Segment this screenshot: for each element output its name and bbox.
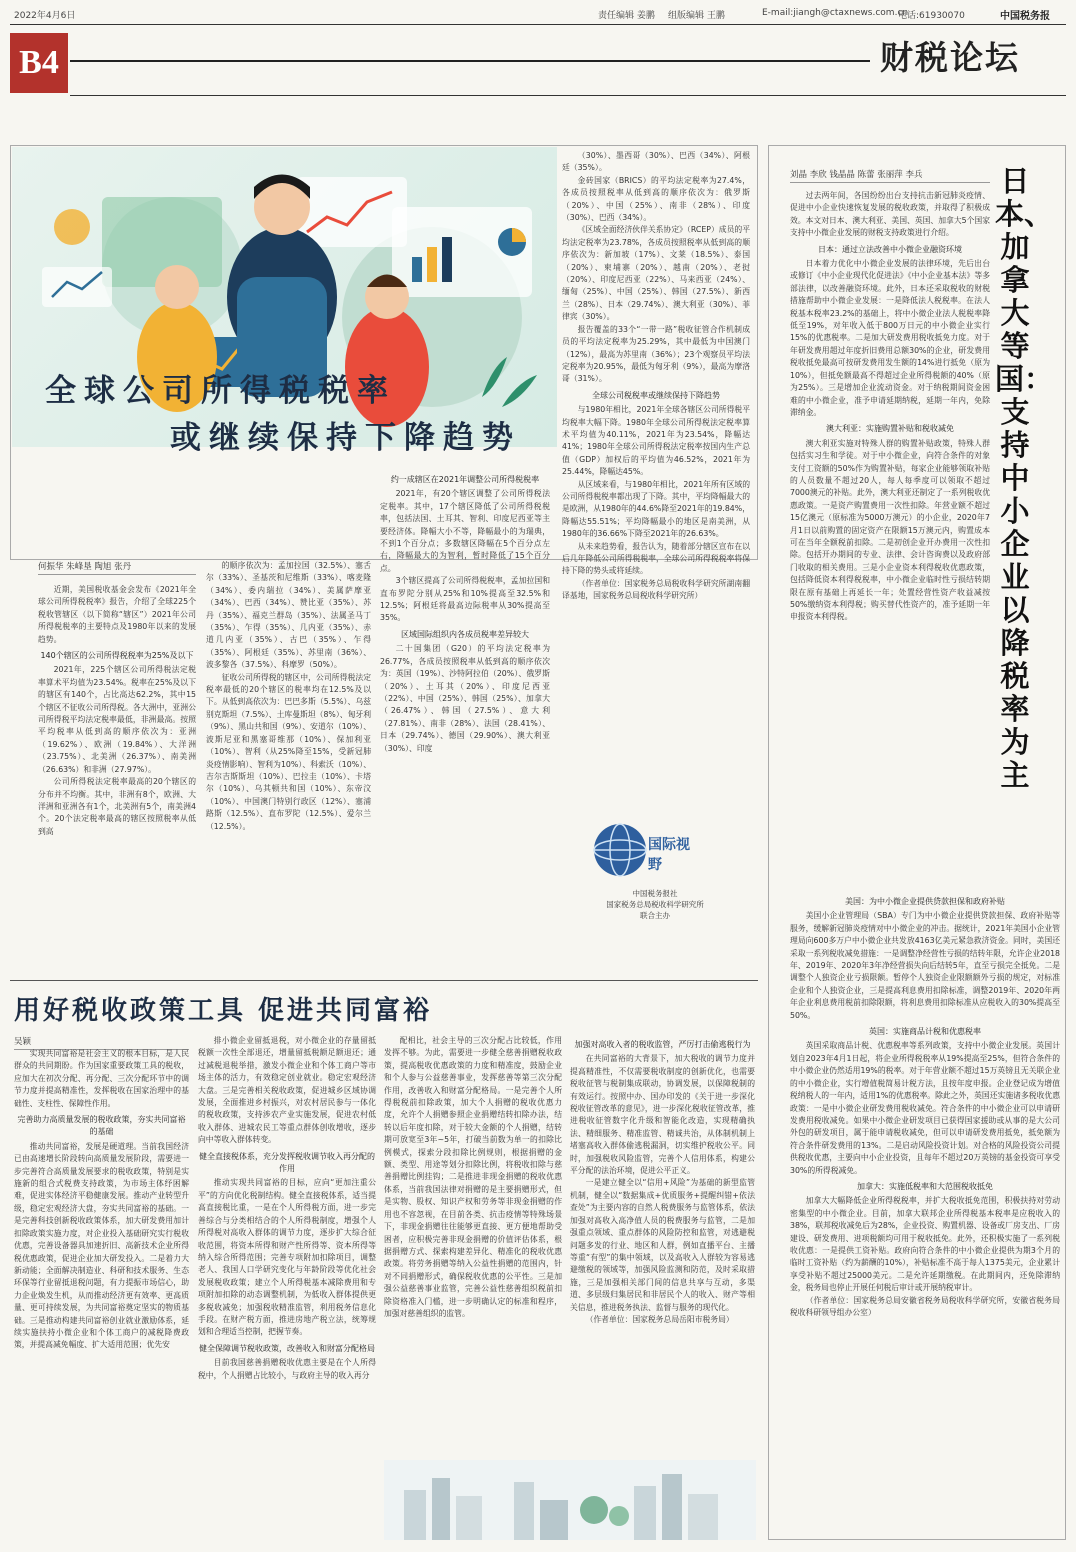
paragraph: 在共同富裕的大背景下，加大税收的调节力度并提高精准性，不仅需要税收制度的创新优化，也需要税收征管与税制集成联动，协调发展，以保障税制的有效运行。按照中办、国办印发的《关于进一步深化税收征管改革的意见》，进一步深化税收征管改革，推进税收征管数字化升级和智能化改造，实现精确执法、精细服务、精准监管、精诚共治，从体制机制上堵塞高收入群体偷逃税漏洞，切实维护税收公平。同时，加强税收风险监管，完善个人信用体系，构建公平分配的法治环境，促进公平正义。	[570, 1054, 755, 1176]
article2-title: 用好税收政策工具 促进共同富裕	[14, 996, 433, 1026]
paragraph: 从区域来看，与1980年相比，2021年所有区域的公司所得税税率都出现了下降。其中，平均降幅最大的是欧洲，从1980年的44.6%降至2021年的19.84%，降幅达55.51%；平均降幅最小的地区是南美洲，从1980年的36.66%下降至2021年的26.63%。	[562, 479, 750, 539]
article2-byline: 吴颖	[14, 1035, 189, 1050]
paragraph: 征收公司所得税的辖区中，公司所得税法定税率最低的20个辖区的税率均在12.5%及以下。从低到高依次为：巴巴多斯（5.5%）、乌兹别克斯坦（7.5%）、土库曼斯坦（8%）、匈牙利（9%）、黑山共和国（9%）、安道尔（10%）、波斯尼亚和黑塞哥维那（10%）、保加利亚（10%）、智利（从25%降至15%，受新冠肺炎疫情影响）、智利为10%）、科索沃（10%）、吉尔吉斯斯坦（10%）、巴拉圭（10%）、卡塔尔（10%）、乌其顿共和国（10%）、东帝汶（10%）、中国澳门特别行政区（12%）、塞浦路斯（12.5%）、直布罗陀（12.5%）、爱尔兰（12.5%）。	[206, 672, 371, 831]
paragraph: （作者单位：国家税务总局安徽省税务局税收科学研究所，安徽省税务局税收科研领导组办公室）	[790, 1295, 1060, 1317]
paragraph: 推动实现共同富裕的目标，应向“更加注重公平”的方向优化税制结构。健全直接税体系，适当提高直接税比重，一是在个人所得税方面，进一步完善综合与分类相结合的个人所得税制度，增强个人所得税对高收入群体的调节力度，逐步扩大综合征收范围，将资本所得和财产性所得等、资本所得等纳入综合所得范围；完善专项附加扣除项目，调整老人、我国人口学研究变化与年龄阶段等优化社会发展税收政策；建立个人所得税基本减除费用和专项附加扣除的动态调整机制，为低收入群体提供更多税收减免；加强税收精准监管，利用税务信息化手段。在财产税方面，推进房地产税立法，统筹规划和合理适当控制，把握节奏。	[198, 1178, 376, 1337]
city-skyline-illustration	[384, 1460, 756, 1540]
paragraph: 3个辖区提高了公司所得税税率，孟加拉国和直布罗陀分别从25%和10%提高至32.5%和12.5%；阿根廷将最高边际税率从30%提高至35%。	[380, 576, 550, 623]
section-rule	[70, 60, 870, 62]
sponsor-3: 联合主办	[640, 911, 670, 920]
paragraph: 美国小企业管理局（SBA）专门为中小微企业提供贷款担保、政府补贴等服务，缓解新冠肺炎疫情对中小微企业的冲击。据统计，2021年美国小企业管理局向600多万户中小微企业共发放4163亿美元紧急救济资金。同时，美国还采取一系列税收减免措施：一是调整净经营性亏损的结转年限，允许企业2018年、2019年、2020年3年净经营损失向后结转5年，直至亏损完全抵免。二是调整个人独资企业亏损限额。暂停个人独资企业限额额外亏损的规定，对标准企业和个人独资企业，三是提高利息费用扣除标准，调整2019年、2020年两年企业利息费用税前扣除限额，将利息费用扣除标准从应税收入的30%提高至50%。	[790, 911, 1060, 1020]
sponsor-2: 国家税务总局税收科学研究所	[606, 900, 704, 909]
paragraph: 从未来趋势看，报告认为，随着部分辖区宣布在以后几年降低公司所得税税率，全球公司所得税税率将保持下降的势头或将延续。	[562, 541, 750, 576]
article2-illustration	[384, 1460, 756, 1540]
article1-column-2	[206, 560, 371, 970]
paragraph: 实现共同富裕是社会主义的根本目标，是人民群众的共同期盼。作为国家重要政策工具的税收，应加大在初次分配、再分配、三次分配环节中的调节力度并提高精准性，发挥税收在国家治理中的基础性、支柱性、保障性作用。	[14, 1049, 189, 1108]
responsible-editor: 责任编辑 姜鹏	[598, 11, 655, 21]
subheading: 140个辖区的公司所得税税率为25%及以下	[40, 651, 194, 661]
subheading: 区域国际组织内各成员税率差异较大	[401, 629, 529, 639]
article1-title-line1: 全球公司所得税税率	[45, 373, 396, 409]
subheading: 健全保障调节税收政策，改善收入和财富分配格局	[199, 1343, 375, 1353]
article2-column-2	[198, 1035, 376, 1540]
article3-column-bottom	[790, 892, 1060, 1534]
column-sponsors	[570, 888, 740, 921]
paragraph: 日本着力优化中小微企业发展的法律环境，先后出台或修订《中小企业现代化促进法》《中小企业基本法》等多部法律，以改善融资环境。此外，日本还采取税收的财税措施帮助中小微企业发展：一是降低法人税税率。在法人税基本税率23.2%的基础上，将中小微企业法人税税率降低至19%，对年收入低于800万日元的中小微企业实行15%的优惠税率。二是加大研发费用税收抵免力度。对于年研发费用超过年度折旧费用总额30%的企业，研发费用税收抵免最高可按研发费用发生额的14%进行抵免（原为10%），但抵免额最高不得超过企业所得税额的40%（原为25%）。三是增加企业流动资金。对于纳税期间资金困难的中小微企业，准予申请延期纳税，延期一年内，免除滞纳金。	[790, 259, 990, 417]
article1-column-3	[380, 470, 550, 970]
paragraph: （30%）、墨西哥（30%）、巴西（34%）、阿根廷（35%）。	[562, 151, 750, 173]
paragraph: （作者单位：国家税务总局岳阳市税务局）	[585, 1314, 734, 1324]
paragraph: 金砖国家（BRICS）的平均法定税率为27.4%，各成员按照税率从低到高的顺序依次为：俄罗斯（20%）、中国（25%）、南非（28%）、印度（30%）、巴西（34%）。	[562, 175, 750, 223]
paragraph: 报告覆盖的33个“一带一路”税收征管合作机制成员的平均法定税率为25.29%，其中最低为中国澳门（12%），最高为苏里南（36%）；23个观察员平均法定税率为20.95%，最低为匈牙利（9%），最高为摩洛哥（31%）。	[562, 324, 750, 384]
paragraph: 近期，美国税收基金会发布《2021年全球公司所得税税率》报告，介绍了全球225个税收管辖区（以下简称“辖区”）2021年公司所得税税率的主要特点及1980年以来的发展趋势。	[38, 585, 196, 644]
subheading: 英国：实施商品计税和优惠税率	[869, 1027, 981, 1037]
paragraph: 推动共同富裕，发展是硬道理。当前我国经济已由高速增长阶段转向高质量发展阶段，需要进一步完善符合高质量发展要求的税收政策，特别是实施新的组合式税费支持政策，为市场主体纾困解难，促进实体经济平稳健康发展。推动产业转型升级，稳定宏观经济大盘，夯实共同富裕的基础。一是完善科技创新税收政策体系，加大研发费用加计扣除政策实施力度，对企业投入基础研究实行税收优惠，完善设备器具加速折旧、高新技术企业所得税优惠政策，促进企业加大研发投入。二是着力大新动能；全面解决制造业、科研和技术服务、生态环保等行业留抵退税问题，有力提振市场信心，助力企业焕发生机，从而推动经济更有效率、更高质量、更可持续发展，为共同富裕奠定坚实的物质基础。三是推动构建共同富裕创业就业激励体系，延续实施扶持小微企业和个体工商户的减税降费政策，并提高减免幅度、扩大适用范围；优先安	[14, 1141, 189, 1350]
section-title: 财税论坛	[880, 38, 1020, 77]
paragraph: 澳大利亚实施对特殊人群的购置补贴政策，特殊人群包括实习生和学徒。对于中小微企业，向符合条件的对象支付工资额的50%作为购置补贴，每家企业能够领取补贴的人员数量不超过20人，每人每季度可以领取不超过7000澳元的补贴。此外，澳大利亚还制定了一系列税收优惠政策。一是资产购置费用一次性扣除。年营业额不超过15亿澳元（原标准为5000万澳元）的小企业，2020年7月1日以前购置的固定资产在限额15万澳元内，购置成本可在当年全额税前扣除。二是初创企业开办费用一次性扣除。包括开办期间的专业、法律、会计咨询费以及政府部门收取的相关费用。三是小企业资本利得税收优惠政策，包括降低资本利得税税率，中小微企业临时性亏损结转期限在原有基础上再延长一年；处置经营性资产收益减按50%缴纳资本利得税；购买替代性资产的，准予延期一年申报资本利得税。	[790, 438, 990, 622]
page-number-badge: B4	[10, 33, 68, 93]
paragraph: （作者单位：国家税务总局税收科学研究所湖南翻译基地，国家税务总局税收科学研究所）	[562, 578, 750, 601]
article1-byline: 何振华 朱峰垦 陶旭 张丹	[38, 560, 196, 575]
paragraph: 2021年，225个辖区公司所得税法定税率算术平均值为23.54%。税率在25%及以下的辖区有140个，占比高达62.2%，其中15个辖区不征收公司所得税。各大洲中，亚洲公司所得税平均法定税率最低，非洲最高。按照平均税率从低到高的顺序依次为：亚洲（19.62%）、欧洲（19.84%）、大洋洲（23.75%）、北美洲（26.37%）、南美洲（26.63%）和非洲（27.97%）。	[38, 665, 196, 774]
paragraph: 公司所得税法定税率最高的20个辖区的分布并不均衡。其中，非洲有8个，欧洲、大洋洲和亚洲各有1个，北美洲有5个，南美洲4个。20个法定税率最高的辖区按照税率从低到高	[38, 777, 196, 836]
subheading: 约一成辖区在2021年调整公司所得税税率	[390, 475, 540, 484]
column-logo	[590, 820, 700, 880]
paragraph: 《区域全面经济伙伴关系协定》（RCEP）成员的平均法定税率为23.78%，各成员按照税率从低到高的顺序依次为：新加坡（17%）、文莱（18.5%）、泰国（20%）、柬埔寨（20%）、越南（20%）、老挝（20%）、印度尼西亚（22%）、马来西亚（24%）、缅甸（25%）、中国（25%）、韩国（27.5%）、新西兰（28%）、日本（29.74%）、澳大利亚（30%）、菲律宾（30%）。	[562, 225, 750, 322]
paragraph: 一是建立健全以“信用+风险”为基础的新型监管机制，健全以“数据集成+优质服务+提醒纠错+依法查处”为主要内容的自然人税费服务与监管体系，依法加强对高收入高净值人员的税费服务与监管，二是加强重点领域、重点群体的风险防控和监管，对逃避税问题多发的行业、地区和人群，例如直播平台、主播等重“有型”的集中领域，以及高收入人群较为容易逃避缴税的领域等，加强风险监测和防范，及时采取措施，三是加强相关部门间的信息共享与互动，多渠道、多层级归集居民和非居民个人的收入、财产等相关信息，推进税务执法、监督与服务的现代化。	[570, 1178, 755, 1312]
paragraph: 加拿大大幅降低企业所得税税率，并扩大税收抵免范围，积极扶持对劳动密集型的中小微企业。目前，加拿大联邦企业所得税基本税率是应税收入的38%，联邦税收减免后为28%，企业投资、购置机器、设备或厂房支出、厂房建设、研发费用、进项税额均可用于税收抵免。此外，还积极实施了一系列税收优惠：一是提供工资补贴。政府向符合条件的中小微企业提供为期3个月的临时工资补贴（约为薪酬的10%），补贴标准不高于每人1375美元，企业累计享受补贴不超过25000美元。二是允许延期缴税。在此期间内，还免除滞纳金，税务局也停止开展任何税后审计或开展纳税审计。	[790, 1196, 1060, 1293]
subheading: 完善助力高质量发展的税收政策，夯实共同富裕的基础	[17, 1115, 186, 1137]
issue-date: 2022年4月6日	[14, 11, 76, 21]
header-bottom-rule	[70, 95, 1066, 96]
subheading: 健全直接税体系，充分发挥税收调节收入再分配的作用	[199, 1151, 375, 1174]
article3-byline: 刘晶 李欣 钱晶晶 陈蕾 张丽萍 李兵	[790, 168, 990, 183]
article1-title-line2: 或继续保持下降趋势	[170, 420, 521, 456]
article3-title: 日本、加拿大等国：支持中小企业以降税率为主	[995, 164, 1054, 792]
paragraph: 配相比，社会主导的三次分配占比较低，作用发挥不够。为此，需要进一步健全慈善捐赠税收政策，提高税收优惠政策的力度和精准度，鼓励企业和个人参与公益慈善事业，发挥慈善等第三次分配作用，改善收入和财富分配格局。一是完善个人所得税税前扣除政策，加大个人捐赠的税收优惠力度，允许个人捐赠参照企业捐赠结转扣除办法，结转以后年度扣除，对于较大金额的个人捐赠，结转期可放宽至3年~5年，打破当前数为单一的扣除比例模式，探索分段扣除比例规则，根据捐赠的金额、类型、用途等划分扣除比例，将税收扣除与慈善捐赠比例挂钩；二是推进非现金捐赠的税收优惠体系，当前我国法律对捐赠的是主要捐赠形式，但是实物、股权、知识产权和劳务等非现金捐赠的作用也不容忽视，在目前各类、抗击疫情等特殊场景下，非现金捐赠往往能够更直接、更方便地帮助受困者，应积极完善非现金捐赠的价值评估体系，根据捐赠方式、探索构建差异化、精准化的税收优惠政策。将劳务捐赠等纳入公益性捐赠的范围内，针对不同捐赠形式，确保税收优惠的公平性。三是加强公益慈善事业监管，完善公益性慈善组织税前扣除资格准入门槛，进一步明确认定的标准和程序，加强对慈善组织的监管。	[384, 1036, 562, 1318]
paragraph: 过去两年间，各国纷纷出台支持抗击新冠肺炎疫情、促进中小企业快速恢复发展的税收政策，并取得了积极成效。本文对日本、澳大利亚、美国、英国、加拿大5个国家支持中小微企业发展的财税支持政策进行介绍。	[790, 191, 990, 238]
contact-email: E-mail:jiangh@ctaxnews.com.cn	[762, 8, 909, 18]
article2-column-4	[570, 1035, 755, 1455]
subheading: 日本：通过立法改善中小微企业融资环境	[818, 244, 962, 254]
sponsor-1: 中国税务报社	[632, 889, 678, 898]
column-logo-text: 国际视野	[648, 837, 690, 873]
paragraph: 目前我国慈善捐赠税收优惠主要是在个人所得税中，个人捐赠占比较小，与政府主导的收入再分	[198, 1358, 376, 1380]
paragraph: 2021年，有20个辖区调整了公司所得税法定税率。其中，17个辖区降低了公司所得税税率，包括法国、土耳其、智利、印度尼西亚等主要经济体。降幅大小不等，降幅最小的为瑞典，不到1个百分点；多数辖区降幅在5个百分点左右，降幅最大的为智利，暂时降低了15个百分点。	[380, 489, 550, 573]
subheading: 加强对高收入者的税收监管，严厉打击偷逃税行为	[574, 1040, 751, 1049]
subheading: 美国：为中小微企业提供贷款担保和政府补贴	[845, 897, 1005, 906]
paragraph: 的顺序依次为：孟加拉国（32.5%）、塞舌尔（33%）、圣基茨和尼维斯（33%）、喀麦隆（34%）、委内瑞拉（34%）、美属萨摩亚（34%）、巴西（34%）、赞比亚（35%）、苏丹（35%）、福克兰群岛（35%）、法属圣马丁（35%）、乍得（35%）、几内亚（35%）、赤道几内亚（35%）、古巴（35%）、乍得（35%）、阿根廷（35%）、苏里南（36%）、波多黎各（37.5%）、科摩罗（50%）。	[206, 561, 371, 670]
subheading: 全球公司税税率或继续保持下降趋势	[592, 390, 720, 400]
subheading: 加拿大：实施低税率和大范围税收抵免	[857, 1181, 993, 1191]
article1-column-1	[38, 584, 196, 970]
newspaper-name: 中国税务报	[1000, 11, 1050, 22]
article3-column-top	[790, 190, 990, 890]
paragraph: 英国采取商品计税、优惠税率等系列政策，支持中小微企业发展。英国计划自2023年4月1日起，将企业所得税税率从19%提高至25%，但符合条件的中小微企业仍然适用19%的税率。对于年营业额不超过15万英镑且无关联企业的中小微企业，实行增值税简易计税方法，且按年度申报。企业登记成为增值税纳税人的一年内，适用1%的优惠税率。除此之外，英国还实施诸多税收优惠政策：一是中小微企业研发费用税收减免。符合条件的中小微企业可以申请研发费用税收减免。如果中小微企业研发项目已获得国家援助或从事的是大公司外包的研发项目，属于能申请税收减免，但可以申请研发费用抵免，抵免额为符合条件研发费用的13%。二是启动风险投资计划。对合格的风险投资公司提供税收优惠，主要向中小企业投资，且每年不超过20万英镑的基金投资可享受30%的所得税减免。	[790, 1041, 1060, 1175]
header-rule	[10, 24, 1066, 25]
article1-column-4	[562, 150, 750, 805]
layout-editor: 组版编辑 王鹏	[668, 11, 725, 21]
contact-phone: 电话:61930070	[898, 11, 965, 21]
paragraph: 与1980年相比，2021年全球各辖区公司所得税平均税率大幅下降。1980年全球公司所得税法定税率算术平均值为40.11%，2021年为23.54%，降幅达41%；1980年全球公司所得税法定税率按国内生产总值（GDP）加权后的平均值为46.52%，2021年为25.44%，降幅达45%。	[562, 405, 750, 477]
article2-top-rule	[10, 980, 758, 981]
paragraph: 二十国集团（G20）的平均法定税率为26.77%，各成员按照税率从低到高的顺序依次为：英国（19%）、沙特阿拉伯（20%）、俄罗斯（20%）、土耳其（20%）、印度尼西亚（22%）、中国（25%）、韩国（25%）、加拿大（26.47%）、韩国（27.5%）、意大利（27.81%）、南非（28%）、法国（28.41%）、日本（29.74%）、德国（29.90%）、澳大利亚（30%）、印度	[380, 644, 550, 753]
subheading: 澳大利亚：实施购置补贴和税收减免	[826, 424, 954, 434]
article2-column-3	[384, 1035, 562, 1455]
article2-column-1	[14, 1048, 189, 1540]
paragraph: 排小微企业留抵退税，对小微企业的存量留抵税额一次性全部退还，增量留抵税额足额退还；通过减税退税举措，激发小微企业和个体工商户等市场主体的活力，有效稳定创业就业。稳定宏观经济大盘。三是完善相关税收政策，促进城乡区域协调发展，全面推进乡村振兴，对农村居民参与一体化的税收政策，支持涉农产业实施发展，促进农村低收入群体、进城农民工等重点群体创收增收，逐步向中等收入群体转变。	[198, 1036, 376, 1145]
